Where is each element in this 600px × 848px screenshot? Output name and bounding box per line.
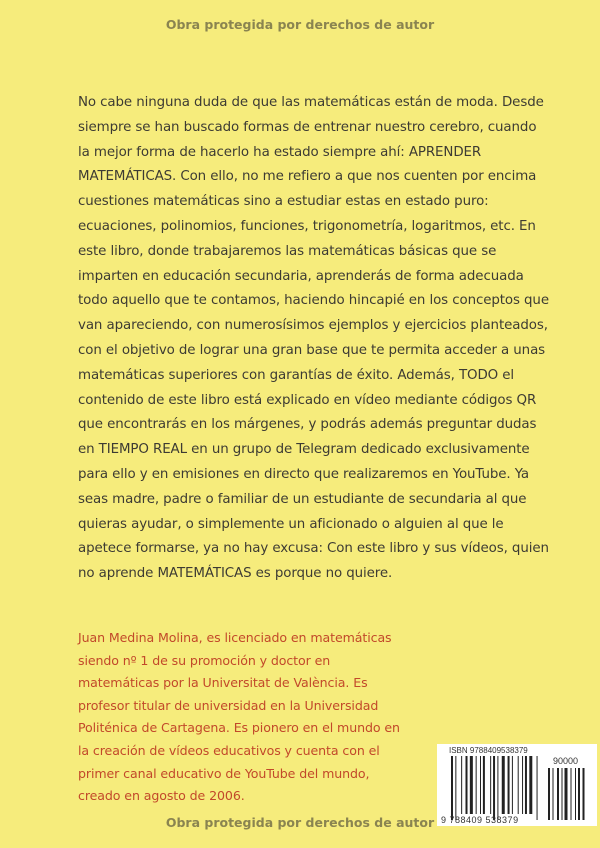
text-line: quieras ayudar, o simplemente un aficionado o alguien al que le xyxy=(78,516,504,532)
text-line: contenido de este libro está explicado en vídeo mediante códigos QR xyxy=(78,392,537,408)
barcode-bar xyxy=(578,768,580,820)
text-line: matemáticas por la Universitat de València. Es xyxy=(78,675,368,691)
barcode-bar xyxy=(497,756,498,820)
text-line: no aprende MATEMÁTICAS es porque no quiere. xyxy=(78,566,393,582)
barcode-bar xyxy=(455,756,456,820)
text-line: MATEMÁTICAS. Con ello, no me refiero a que nos cuenten por encima xyxy=(78,169,537,185)
barcode-bar xyxy=(451,756,453,820)
text-line: imparten en educación secundaria, aprenderás de forma adecuada xyxy=(78,268,524,284)
barcode-bar xyxy=(525,756,527,814)
copyright-watermark-bottom: Obra protegida por derechos de autor xyxy=(165,815,435,830)
barcode-bar xyxy=(476,756,477,814)
barcode-bar xyxy=(575,768,576,820)
barcode-bar xyxy=(548,768,550,820)
barcode-bar xyxy=(553,768,554,820)
text-line: cuestiones matemáticas sino a estudiar estas en estado puro: xyxy=(78,194,489,210)
barcode-bar xyxy=(557,768,559,820)
text-line: con el objetivo de lograr una gran base que te permita acceder a unas xyxy=(78,342,546,358)
barcode-bar xyxy=(512,756,513,814)
barcode-bar xyxy=(518,756,519,814)
barcode-bar xyxy=(490,756,491,814)
text-line: la mejor forma de hacerlo ha estado siempre ahí: APRENDER xyxy=(78,144,482,160)
barcode-bar xyxy=(537,756,538,820)
text-line: siempre se han buscado formas de entrenar nuestro cerebro, cuando xyxy=(78,119,537,135)
barcode-addon: 90000 xyxy=(553,756,579,766)
text-line: este libro, donde trabajaremos las matemáticas básicas que se xyxy=(78,243,497,259)
barcode-bar xyxy=(483,756,485,814)
author-bio xyxy=(78,627,438,808)
text-line: la creación de vídeos educativos y cuenta con el xyxy=(78,742,380,758)
text-line: que encontrarás en los márgenes, y podrás además preguntar dudas xyxy=(78,417,537,433)
barcode-bar xyxy=(466,756,468,814)
text-line: ecuaciones, polinomios, funciones, trigonometría, logaritmos, etc. En xyxy=(78,218,536,234)
text-line: en TIEMPO REAL en un grupo de Telegram dedicado exclusivamente xyxy=(78,442,530,458)
text-line: apetece formarse, ya no hay excusa: Con este libro y sus vídeos, quien xyxy=(78,541,549,557)
barcode-bar xyxy=(480,756,481,814)
barcode-bar xyxy=(562,768,563,820)
text-line: para ello y en emisiones en directo que realizaremos en YouTube. Ya xyxy=(78,466,530,482)
barcode-bar xyxy=(565,768,568,820)
barcode-bar xyxy=(508,756,510,814)
barcode-bar xyxy=(502,756,505,814)
isbn-barcode xyxy=(437,744,597,826)
book-description xyxy=(78,91,578,587)
copyright-watermark-top: Obra protegida por derechos de autor xyxy=(165,17,435,32)
text-line: van apareciendo, con numerosísimos ejemplos y ejercicios planteados, xyxy=(78,318,548,334)
barcode-bar xyxy=(522,756,523,814)
barcode-bar xyxy=(461,756,462,814)
isbn-label: ISBN 9788409538379 xyxy=(449,746,528,755)
text-line: siendo nº 1 de su promoción y doctor en xyxy=(78,652,331,668)
text-line: No cabe ninguna duda de que las matemáticas están de moda. Desde xyxy=(78,95,544,110)
text-line: seas madre, padre o familiar de un estudiante de secundaria al que xyxy=(78,491,527,507)
text-line: Juan Medina Molina, es licenciado en matemáticas xyxy=(78,630,392,645)
text-line: primer canal educativo de YouTube del mundo, xyxy=(78,765,370,781)
barcode-bar xyxy=(493,756,495,820)
barcode-bar xyxy=(529,756,532,814)
barcode-bars xyxy=(437,744,597,826)
text-line: profesor titular de universidad en la Universidad xyxy=(78,697,379,713)
barcode-digits: 9 788409 538379 xyxy=(441,815,519,825)
barcode-bar xyxy=(470,756,473,814)
barcode-bar xyxy=(571,768,572,820)
text-line: matemáticas superiores con garantías de éxito. Además, TODO el xyxy=(78,367,515,383)
text-line: todo aquello que te contamos, haciendo hincapié en los conceptos que xyxy=(78,293,549,309)
text-line: creado en agosto de 2006. xyxy=(78,788,245,804)
barcode-bar xyxy=(583,768,585,820)
text-line: Politénica de Cartagena. Es pionero en el mundo en xyxy=(78,720,400,736)
